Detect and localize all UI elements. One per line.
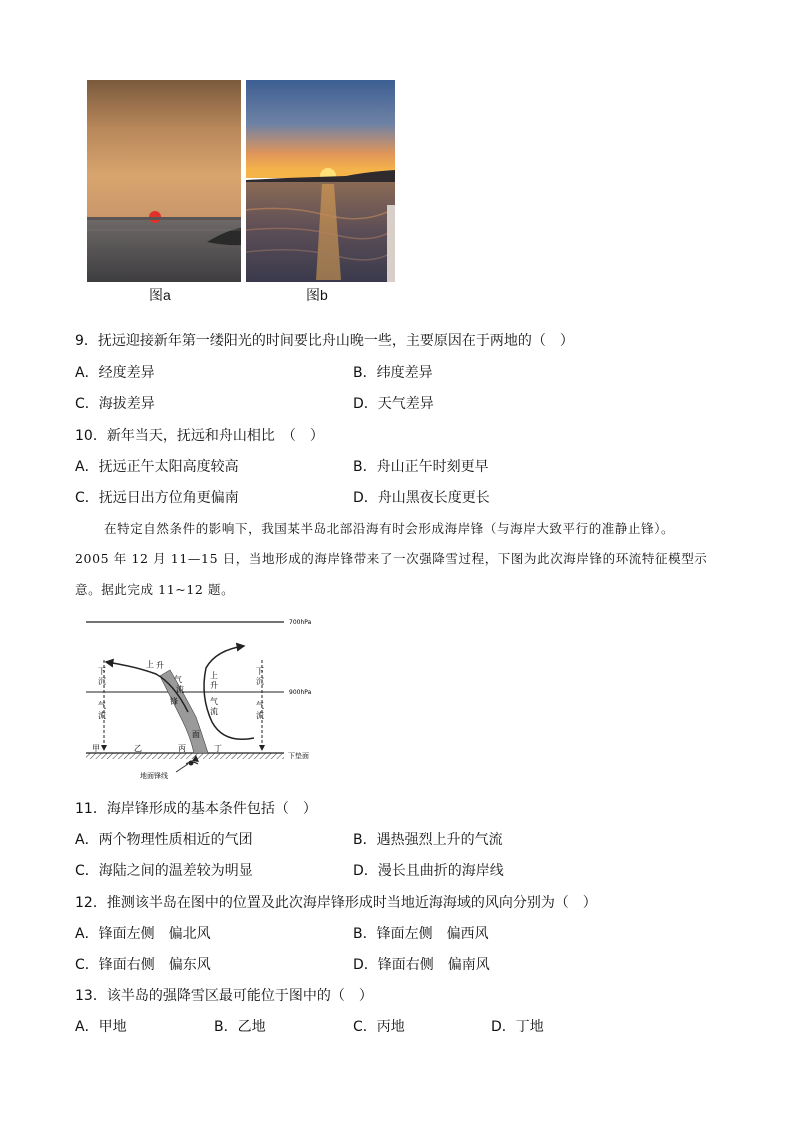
question-10-stem: 10．新年当天，抚远和舟山相比 （ ） (75, 428, 324, 444)
left-sink-label (98, 667, 106, 720)
coastal-front-diagram (84, 612, 324, 787)
q12-option-a[interactable]: A．锋面左侧 偏北风 (75, 926, 211, 942)
q9-option-d[interactable]: D．天气差异 (353, 396, 434, 412)
svg-text:流: 流 (210, 707, 218, 716)
svg-text:下: 下 (98, 667, 106, 676)
svg-text:下: 下 (256, 667, 264, 676)
figure-b-caption: 图b (306, 287, 328, 303)
question-9-stem: 9．抚远迎接新年第一缕阳光的时间要比舟山晚一些，主要原因在于两地的（ ） (75, 333, 574, 349)
passage-line-3: 意。据此完成 11~12 题。 (75, 582, 235, 597)
question-11-stem: 11．海岸锋形成的基本条件包括（ ） (75, 801, 317, 817)
q11-option-b[interactable]: B．遇热强烈上升的气流 (353, 832, 503, 848)
q12-option-c[interactable]: C．锋面右侧 偏东风 (75, 957, 211, 973)
svg-text:沉: 沉 (256, 677, 264, 686)
place-bing: 丙 (178, 744, 186, 753)
q13-option-a[interactable]: A．甲地 (75, 1019, 127, 1035)
q11-option-d[interactable]: D．漫长且曲折的海岸线 (353, 863, 504, 879)
question-12-stem: 12．推测该半岛在图中的位置及此次海岸锋形成时当地近海海域的风向分别为（ ） (75, 895, 597, 911)
svg-text:气: 气 (256, 701, 264, 710)
q11-option-a[interactable]: A．两个物理性质相近的气团 (75, 832, 253, 848)
surface-hatch (86, 753, 284, 759)
svg-text:流: 流 (256, 711, 264, 720)
q9-option-a[interactable]: A．经度差异 (75, 365, 155, 381)
svg-text:上: 上 (146, 660, 154, 669)
q11-option-c[interactable]: C．海陆之间的温差较为明显 (75, 863, 253, 879)
passage-line-2: 2005 年 12 月 11—15 日，当地形成的海岸锋带来了一次强降雪过程，下图为此次海岸锋的环流特征模型示 (75, 551, 708, 566)
place-jia: 甲 (92, 744, 100, 753)
place-ding: 丁 (214, 744, 222, 753)
svg-text:气: 气 (98, 701, 106, 710)
svg-text:升: 升 (210, 681, 218, 690)
question-13-stem: 13．该半岛的强降雪区最可能位于图中的（ ） (75, 988, 373, 1004)
svg-text:升: 升 (156, 661, 164, 670)
surface-front-label: 地面锋线 (140, 772, 168, 780)
q10-option-b[interactable]: B．舟山正午时刻更早 (353, 459, 489, 475)
q12-option-d[interactable]: D．锋面右侧 偏南风 (353, 957, 490, 973)
level-900-label: 900hPa (289, 689, 312, 696)
q12-option-b[interactable]: B．锋面左侧 偏西风 (353, 926, 489, 942)
level-700-label: 700hPa (289, 619, 312, 626)
right-sink-label (256, 667, 264, 720)
q9-option-b[interactable]: B．纬度差异 (353, 365, 433, 381)
svg-text:气: 气 (210, 697, 218, 706)
front-label-bottom: 面 (192, 730, 200, 739)
svg-text:沉: 沉 (98, 677, 106, 686)
q10-option-a[interactable]: A．抚远正午太阳高度较高 (75, 459, 239, 475)
q9-option-c[interactable]: C．海拔差异 (75, 396, 155, 412)
front-label-top: 锋 (170, 697, 178, 706)
photo-a-sunset-sea (87, 80, 241, 282)
right-rise-label (210, 670, 218, 716)
svg-text:流: 流 (98, 711, 106, 720)
q13-option-c[interactable]: C．丙地 (353, 1019, 405, 1035)
svg-text:上: 上 (210, 671, 218, 680)
q13-option-d[interactable]: D．丁地 (491, 1019, 544, 1035)
svg-text:流: 流 (176, 685, 184, 694)
passage-line-1: 在特定自然条件的影响下，我国某半岛北部沿海有时会形成海岸锋（与海岸大致平行的准静止锋）。 (104, 521, 675, 536)
place-yi: 乙 (134, 744, 142, 753)
q10-option-d[interactable]: D．舟山黑夜长度更长 (353, 490, 490, 506)
q10-option-c[interactable]: C．抚远日出方位角更偏南 (75, 490, 239, 506)
q13-option-b[interactable]: B．乙地 (214, 1019, 266, 1035)
surface-label: 下垫面 (288, 752, 309, 760)
svg-text:气: 气 (174, 675, 182, 684)
photo-b-sunrise-beach (246, 80, 395, 282)
figure-a-caption: 图a (149, 287, 171, 303)
